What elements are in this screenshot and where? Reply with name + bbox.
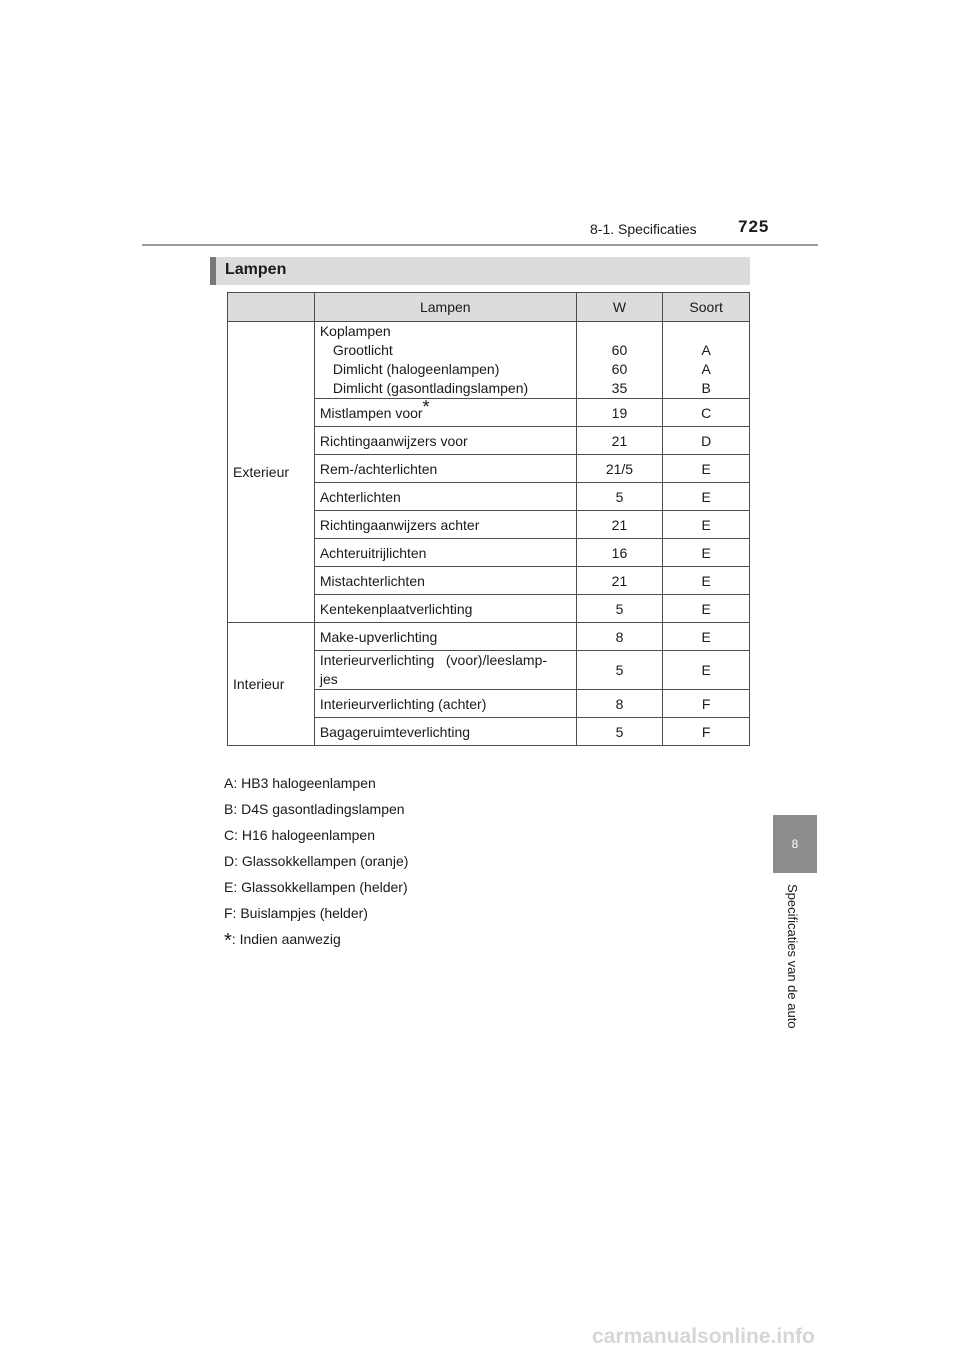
group-interior: Interieur — [228, 623, 315, 746]
type-cell: E — [663, 567, 750, 595]
group-exterior: Exterieur — [228, 322, 315, 623]
legend-item-d: D: Glassokkellampen (oranje) — [224, 853, 409, 869]
footnote-asterisk: * — [422, 396, 430, 417]
legend-item-f: F: Buislampjes (helder) — [224, 905, 368, 921]
table-header-row — [228, 293, 750, 322]
lamp-cell: Rem-/achterlichten — [314, 455, 576, 483]
watt-cell: 5 — [576, 595, 663, 623]
type-cell: E — [663, 511, 750, 539]
watt-cell: 21 — [576, 567, 663, 595]
watt-cell: 5 — [576, 718, 663, 746]
col-header-group — [228, 293, 315, 322]
lamp-cell: Achterlichten — [314, 483, 576, 511]
col-header-lamp: Lampen — [314, 293, 576, 322]
type-cell: E — [663, 483, 750, 511]
type-legend — [224, 775, 408, 957]
type-cell: E — [663, 595, 750, 623]
footnote-asterisk: * — [224, 930, 232, 952]
type-cell: E — [663, 623, 750, 651]
watt-cell: 8 — [576, 623, 663, 651]
watermark: carmanualsonline.info — [592, 1325, 815, 1348]
lamp-cell: Bagageruimteverlichting — [314, 718, 576, 746]
lamp-cell: Richtingaanwijzers achter — [314, 511, 576, 539]
lamp-cell: Interieurverlichting (voor)/leeslamp- jes — [314, 651, 576, 690]
legend-item-c: C: H16 halogeenlampen — [224, 827, 375, 843]
table-row — [228, 322, 750, 399]
col-header-watt: W — [576, 293, 663, 322]
footnote-text: : Indien aanwezig — [231, 931, 341, 947]
lamp-cell: Mistachterlichten — [314, 567, 576, 595]
page-number: 725 — [738, 217, 770, 236]
legend-item-b: B: D4S gasontladingslampen — [224, 801, 405, 817]
type-cell: C — [663, 399, 750, 427]
legend-item-e: E: Glassokkellampen (helder) — [224, 879, 408, 895]
watt-cell: 5 — [576, 651, 663, 690]
watt-cell: 8 — [576, 690, 663, 718]
type-cell: F — [663, 718, 750, 746]
type-cell: A A B — [663, 322, 750, 399]
legend-item-a: A: HB3 halogeenlampen — [224, 775, 376, 791]
lamp-cell: Mistlampen voor* — [314, 399, 576, 427]
watt-cell: 16 — [576, 539, 663, 567]
footnote — [224, 931, 408, 957]
watt-cell: 21/5 — [576, 455, 663, 483]
type-cell: E — [663, 455, 750, 483]
chapter-tab-label: Specificaties van de auto — [785, 884, 800, 1029]
section-heading-text: Lampen — [225, 261, 287, 278]
type-cell: E — [663, 651, 750, 690]
watt-cell: 60 60 35 — [576, 322, 663, 399]
col-header-type: Soort — [663, 293, 750, 322]
watt-cell: 19 — [576, 399, 663, 427]
watt-cell: 21 — [576, 511, 663, 539]
section-heading — [210, 257, 750, 285]
watt-cell: 21 — [576, 427, 663, 455]
lamp-cell-koplampen: Koplampen Grootlicht Dimlicht (halogeenlampen) Dimlicht (gasontladingslampen) — [314, 322, 576, 399]
lamp-cell: Kentekenplaatverlichting — [314, 595, 576, 623]
chapter-tab-number: 8 — [773, 815, 817, 873]
type-cell: F — [663, 690, 750, 718]
header-section-title: 8-1. Specificaties — [590, 221, 697, 237]
table-row — [228, 623, 750, 651]
watt-cell: 5 — [576, 483, 663, 511]
lamp-cell: Interieurverlichting (achter) — [314, 690, 576, 718]
header-divider — [142, 244, 818, 246]
type-cell: D — [663, 427, 750, 455]
lamp-cell: Make-upverlichting — [314, 623, 576, 651]
type-cell: E — [663, 539, 750, 567]
lamp-cell: Achteruitrijlichten — [314, 539, 576, 567]
lamp-cell: Richtingaanwijzers voor — [314, 427, 576, 455]
lamp-spec-table — [227, 292, 750, 746]
